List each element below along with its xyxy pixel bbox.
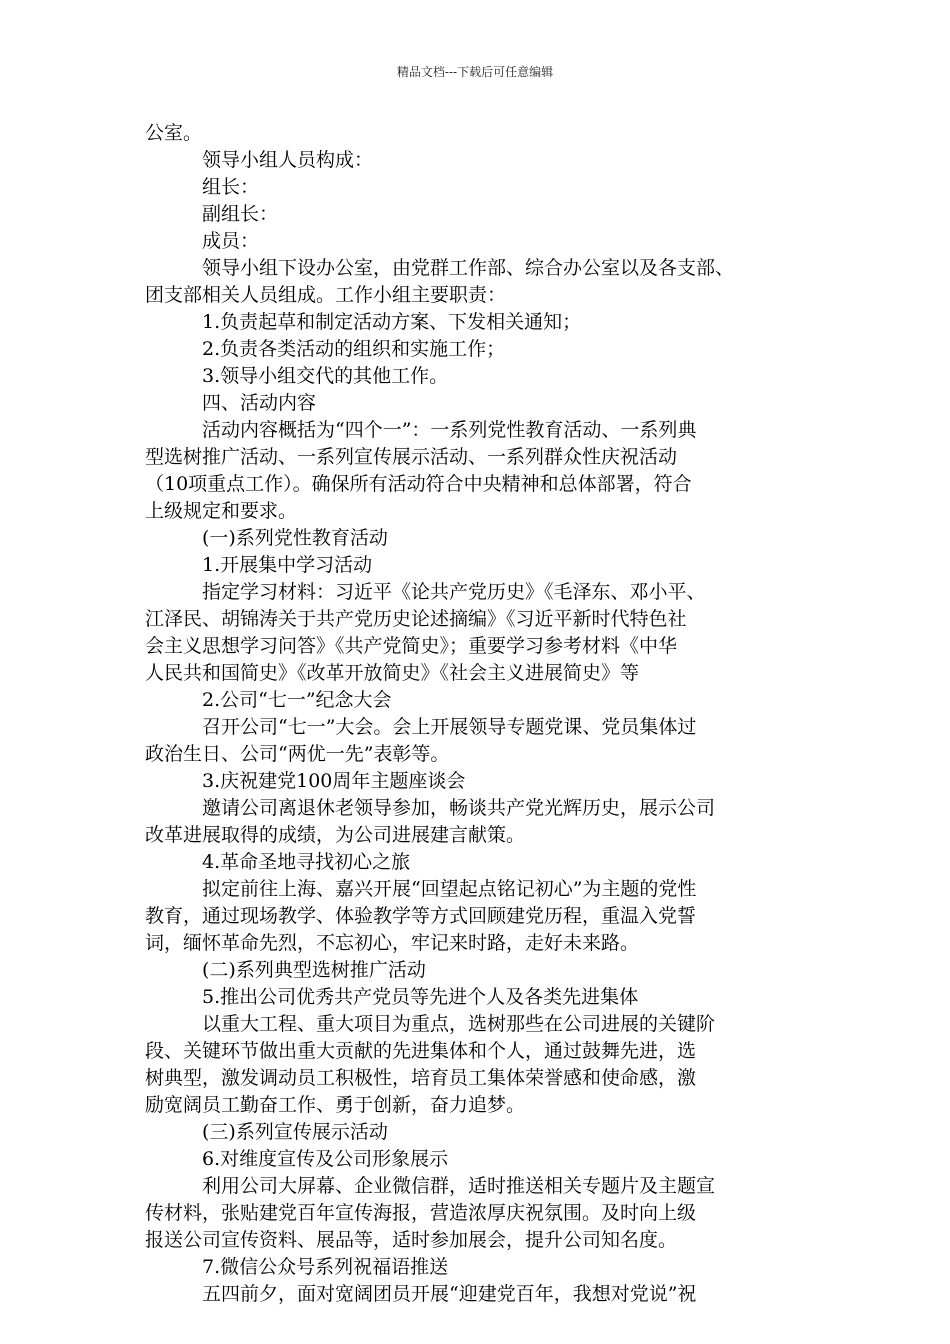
text-line: 报送公司宣传资料、展品等，适时参加展会，提升公司知名度。 (145, 1229, 678, 1251)
text-line: 1.负责起草和制定活动方案、下发相关通知； (202, 311, 582, 333)
text-line: 副组长： (202, 203, 279, 225)
text-line: 2.负责各类活动的组织和实施工作； (202, 338, 506, 360)
text-line: 6.对维度宣传及公司形象展示 (202, 1148, 449, 1170)
text-line: 领导小组下设办公室，由党群工作部、综合办公室以及各支部、 (202, 257, 735, 279)
text-line: 五四前夕，面对宽阔团员开展“迎建党百年，我想对党说”祝 (202, 1283, 697, 1305)
text-line: 7.微信公众号系列祝福语推送 (202, 1256, 449, 1278)
document-body (145, 120, 805, 1308)
text-line: 江泽民、胡锦涛关于共产党历史论述摘编》《习近平新时代特色社 (145, 608, 687, 630)
text-line: 以重大工程、重大项目为重点，选树那些在公司进展的关键阶 (202, 1013, 716, 1035)
text-line: 拟定前往上海、嘉兴开展“回望起点铭记初心”为主题的党性 (202, 878, 697, 900)
text-line: (三)系列宣传展示活动 (202, 1121, 388, 1143)
text-line: 邀请公司离退休老领导参加，畅谈共产党光辉历史，展示公司 (202, 797, 716, 819)
text-line: 励宽阔员工勤奋工作、勇于创新，奋力追梦。 (145, 1094, 526, 1116)
text-line: 活动内容概括为“四个一”：一系列党性教育活动、一系列典 (202, 419, 697, 441)
text-line: 领导小组人员构成： (202, 149, 374, 171)
text-line: 组长： (202, 176, 260, 198)
text-line: 3.庆祝建党100周年主题座谈会 (202, 770, 466, 792)
text-line: 四、活动内容 (202, 392, 317, 414)
text-line: 5.推出公司优秀共产党员等先进个人及各类先进集体 (202, 986, 639, 1008)
text-line: 2.公司“七一”纪念大会 (202, 689, 392, 711)
text-line: （10项重点工作）。确保所有活动符合中央精神和总体部署，符合 (145, 473, 692, 495)
text-line: 上级规定和要求。 (145, 500, 298, 522)
text-line: 公室。 (145, 122, 203, 144)
text-line: 3.领导小组交代的其他工作。 (202, 365, 449, 387)
text-line: 词，缅怀革命先烈，不忘初心，牢记来时路，走好未来路。 (145, 932, 640, 954)
text-line: 会主义思想学习问答》《共产党简史》；重要学习参考材料《中华 (145, 635, 678, 657)
text-line: 1.开展集中学习活动 (202, 554, 373, 576)
text-line: 树典型，激发调动员工积极性，培育员工集体荣誉感和使命感，激 (145, 1067, 697, 1089)
text-line: 人民共和国简史》《改革开放简史》《社会主义进展简史》等 (145, 662, 640, 684)
text-line: 教育，通过现场教学、体验教学等方式回顾建党历程，重温入党誓 (145, 905, 697, 927)
text-line: 改革进展取得的成绩，为公司进展建言献策。 (145, 824, 526, 846)
text-line: (二)系列典型选树推广活动 (202, 959, 426, 981)
text-line: 传材料，张贴建党百年宣传海报，营造浓厚庆祝氛围。及时向上级 (145, 1202, 697, 1224)
page-header: 精品文档---下载后可任意编辑 (396, 65, 554, 79)
text-line: 成员： (202, 230, 260, 252)
text-line: 政治生日、公司“两优一先”表彰等。 (145, 743, 450, 765)
text-line: 指定学习材料：习近平《论共产党历史》《毛泽东、邓小平、 (202, 581, 706, 603)
text-line: 型选树推广活动、一系列宣传展示活动、一系列群众性庆祝活动 (145, 446, 678, 468)
text-line: 4.革命圣地寻找初心之旅 (202, 851, 411, 873)
text-line: 段、关键环节做出重大贡献的先进集体和个人，通过鼓舞先进，选 (145, 1040, 697, 1062)
text-line: 利用公司大屏幕、企业微信群，适时推送相关专题片及主题宣 (202, 1175, 716, 1197)
text-line: (一)系列党性教育活动 (202, 527, 388, 549)
text-line: 团支部相关人员组成。工作小组主要职责： (145, 284, 507, 306)
text-line: 召开公司“七一”大会。会上开展领导专题党课、党员集体过 (202, 716, 697, 738)
